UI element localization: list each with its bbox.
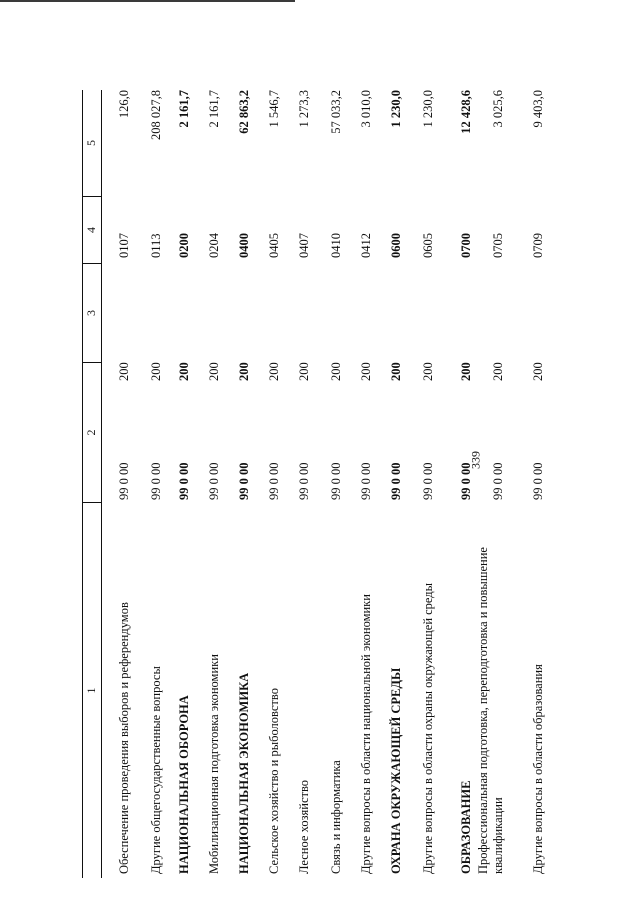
- row-code: 99 0 00: [117, 462, 131, 500]
- column-header-3: 3: [82, 263, 101, 362]
- row-section: 0405: [267, 233, 281, 258]
- column-header-1: 1: [82, 502, 101, 878]
- column-header-5: 5: [84, 140, 98, 146]
- column-header-2: 2: [82, 362, 101, 502]
- row-amount: 1 546,7: [267, 90, 281, 128]
- row-section: 0400: [237, 233, 251, 258]
- row-amount: 2 161,7: [177, 90, 191, 128]
- row-group: 200: [207, 362, 221, 381]
- row-section: 0107: [117, 233, 131, 258]
- page-number: 339: [468, 451, 483, 469]
- row-section: 0600: [389, 233, 403, 258]
- row-code: 99 0 00: [297, 462, 311, 500]
- row-group: 200: [329, 362, 343, 381]
- row-name: Сельское хозяйство и рыболовство: [267, 688, 281, 874]
- row-section: 0200: [177, 233, 191, 258]
- row-amount: 57 033,2: [329, 90, 343, 134]
- row-amount: 1 230,0: [421, 90, 435, 128]
- row-name: Обеспечение проведения выборов и референдумов: [117, 602, 131, 874]
- row-name: Профессиональная подготовка, переподготовка и повышение квалификации: [476, 547, 505, 874]
- row-amount: 3 025,6: [491, 90, 505, 128]
- row-name: Связь и информатика: [329, 760, 343, 874]
- row-code: 99 0 00: [531, 462, 545, 500]
- row-name: Другие вопросы в области национальной экономики: [359, 594, 373, 874]
- row-amount: 3 010,0: [359, 90, 373, 128]
- row-code: 99 0 00: [177, 462, 191, 500]
- row-section: 0113: [149, 233, 163, 258]
- row-code: 99 0 00: [237, 462, 251, 500]
- table-row: [82, 90, 546, 878]
- row-group: 200: [297, 362, 311, 381]
- row-code: 99 0 00: [149, 462, 163, 500]
- row-amount: 1 230,0: [389, 90, 403, 128]
- row-section: 0412: [359, 233, 373, 258]
- row-group: 200: [149, 362, 163, 381]
- row-name: ОБРАЗОВАНИЕ: [459, 780, 473, 874]
- row-group: 200: [237, 362, 251, 381]
- row-name: Другие вопросы в области охраны окружающей среды: [421, 582, 435, 874]
- row-section: 0605: [421, 233, 435, 258]
- row-amount: 126,0: [117, 90, 131, 119]
- row-name: ОХРАНА ОКРУЖАЮЩЕЙ СРЕДЫ: [389, 667, 403, 874]
- row-name: НАЦИОНАЛЬНАЯ ЭКОНОМИКА: [237, 672, 251, 874]
- row-section: 0204: [207, 233, 221, 258]
- row-amount: 208 027,8: [149, 90, 163, 140]
- budget-table: [82, 90, 580, 878]
- row-name: Лесное хозяйство: [297, 779, 311, 874]
- row-amount: 12 428,6: [459, 90, 473, 134]
- row-code: 99 0 00: [421, 462, 435, 500]
- row-group: 200: [459, 362, 473, 381]
- row-section: 0410: [329, 233, 343, 258]
- row-code: 99 0 00: [359, 462, 373, 500]
- row-amount: 9 403,0: [531, 90, 545, 128]
- row-name: Мобилизационная подготовка экономики: [207, 654, 221, 874]
- row-section: 0709: [531, 233, 545, 258]
- row-amount: 1 273,3: [297, 90, 311, 128]
- row-section: 0700: [459, 233, 473, 258]
- row-group: 200: [389, 362, 403, 381]
- row-amount: 2 161,7: [207, 90, 221, 128]
- row-code: 99 0 00: [389, 462, 403, 500]
- row-code: 99 0 00: [267, 462, 281, 500]
- row-name: НАЦИОНАЛЬНАЯ ОБОРОНА: [177, 695, 191, 874]
- row-code: 99 0 00: [491, 462, 505, 500]
- row-name: Другие вопросы в области образования: [531, 664, 545, 874]
- row-section: 0407: [297, 233, 311, 258]
- row-group: 200: [421, 362, 435, 381]
- row-code: 99 0 00: [329, 462, 343, 500]
- row-group: 200: [491, 362, 505, 381]
- row-group: 200: [531, 362, 545, 381]
- row-section: 0705: [491, 233, 505, 258]
- scan-edge-line: [0, 0, 295, 2]
- row-code: 99 0 00: [207, 462, 221, 500]
- row-group: 200: [267, 362, 281, 381]
- row-code: 99 0 00: [459, 462, 473, 500]
- row-group: 200: [117, 362, 131, 381]
- row-name: Другие общегосударственные вопросы: [149, 666, 163, 874]
- row-amount: 62 863,2: [237, 90, 251, 134]
- column-header-4: 4: [82, 196, 101, 263]
- row-group: 200: [177, 362, 191, 381]
- row-group: 200: [359, 362, 373, 381]
